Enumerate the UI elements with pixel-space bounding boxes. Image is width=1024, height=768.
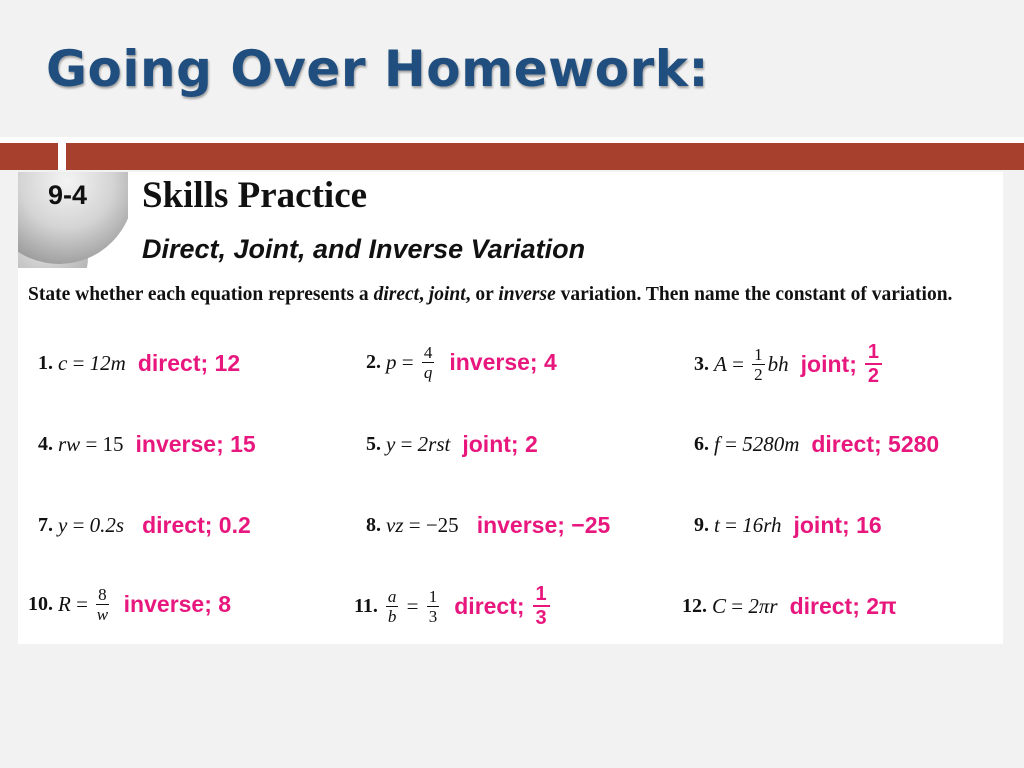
answer: [454, 584, 552, 628]
fraction: [96, 586, 109, 623]
equation: [712, 594, 778, 619]
eq-lhs: R: [58, 592, 71, 616]
equation: [383, 588, 442, 625]
equation: [386, 432, 450, 457]
equation: [58, 586, 112, 623]
problem-8: [366, 512, 610, 539]
slide-title: Going Over Homework:: [46, 40, 710, 98]
eq-lhs: vz: [386, 513, 404, 537]
answer-text: joint;: [800, 350, 857, 377]
eq-rhs: bh: [767, 351, 789, 376]
eq-op: =: [726, 351, 750, 376]
answer: joint; 16: [793, 512, 882, 538]
eq-rhs: 2rst: [417, 432, 451, 456]
eq-op: =: [401, 593, 424, 618]
answer: inverse; 15: [135, 431, 256, 457]
worksheet-title: Skills Practice: [142, 175, 368, 216]
problem-6: [694, 431, 939, 458]
problem-7: [38, 512, 251, 539]
problem-number: 9.: [694, 514, 709, 536]
eq-op: =: [719, 432, 743, 456]
eq-lhs: y: [58, 513, 68, 537]
problem-10: [28, 586, 231, 623]
answer: inverse; −25: [476, 512, 611, 538]
fraction-numerator: 4: [423, 343, 433, 362]
answer: inverse; 4: [449, 349, 557, 375]
problem-1: [38, 350, 240, 377]
fraction-denominator: w: [96, 605, 109, 624]
term-direct: direct: [373, 284, 420, 305]
instructions-text: variation. Then name the constant of variation.: [555, 284, 953, 305]
eq-rhs: 15: [102, 432, 124, 456]
problem-number: 2.: [366, 351, 381, 373]
eq-lhs: p: [386, 350, 397, 374]
instructions-sep: , or: [465, 284, 499, 305]
instructions-text: State whether each equation represents a: [28, 284, 374, 305]
problem-9: [694, 512, 882, 539]
eq-op: =: [726, 594, 749, 618]
term-inverse: inverse: [498, 284, 556, 305]
answer: [801, 342, 885, 386]
eq-op: =: [67, 351, 90, 375]
fraction-numerator: 1: [865, 342, 882, 365]
equation: [386, 513, 459, 538]
equation: [714, 513, 781, 538]
fraction-denominator: 3: [535, 607, 547, 629]
answer-text: direct;: [454, 592, 525, 619]
fraction-numerator: a: [387, 586, 397, 606]
equation: [58, 432, 124, 457]
eq-lhs: f: [714, 432, 720, 456]
problem-number: 12.: [682, 595, 707, 617]
eq-lhs: C: [712, 594, 727, 618]
eq-op: =: [70, 592, 94, 616]
eq-op: =: [395, 432, 418, 456]
worksheet-image: [18, 172, 1003, 644]
equation: [714, 432, 799, 457]
equation: [386, 344, 437, 381]
instructions-sep: ,: [419, 284, 429, 305]
lesson-number: 9-4: [48, 180, 88, 210]
equation: [714, 346, 789, 383]
problem-number: 3.: [694, 352, 709, 375]
problem-number: 10.: [28, 593, 53, 615]
eq-op: =: [719, 513, 743, 537]
problem-number: 11.: [354, 594, 378, 617]
equation: [58, 351, 126, 376]
answer: direct; 12: [137, 350, 241, 376]
problem-2: [366, 344, 557, 381]
accent-bar-left: [0, 143, 58, 170]
instructions: [28, 282, 988, 308]
problem-number: 1.: [38, 352, 53, 374]
fraction: [752, 346, 765, 383]
fraction-numerator: 1: [754, 344, 763, 364]
fraction-numerator: 1: [428, 586, 438, 606]
eq-rhs: 5280m: [742, 432, 800, 456]
fraction-denominator: q: [423, 363, 433, 382]
eq-rhs: 0.2s: [89, 513, 125, 537]
answer: direct; 2π: [789, 593, 897, 619]
worksheet-subtitle: Direct, Joint, and Inverse Variation: [142, 234, 586, 264]
problem-3: [694, 342, 885, 386]
fraction: [422, 344, 435, 381]
eq-rhs: −25: [425, 513, 459, 537]
answer: joint; 2: [462, 431, 538, 457]
eq-lhs: y: [386, 432, 396, 456]
accent-bar-gap: [58, 143, 66, 170]
problem-number: 5.: [366, 433, 381, 455]
eq-lhs: A: [714, 351, 727, 376]
problem-number: 8.: [366, 514, 381, 536]
eq-lhs: rw: [58, 432, 81, 456]
answer: inverse; 8: [123, 591, 232, 617]
lesson-badge: [18, 172, 128, 268]
fraction-numerator: 1: [533, 584, 550, 607]
eq-rhs: 16rh: [742, 513, 782, 537]
fraction-denominator: b: [387, 606, 397, 626]
eq-op: =: [396, 350, 419, 374]
problem-number: 4.: [38, 433, 53, 455]
eq-op: =: [403, 513, 426, 537]
eq-rhs: 2πr: [748, 594, 778, 618]
eq-lhs: c: [58, 351, 68, 375]
fraction: [427, 588, 440, 625]
term-joint: joint: [428, 284, 466, 305]
fraction-denominator: 2: [867, 365, 879, 387]
problem-5: [366, 431, 538, 458]
problem-number: 7.: [38, 514, 53, 536]
fraction-denominator: 2: [754, 364, 763, 384]
eq-rhs: 12m: [89, 351, 126, 375]
answer: direct; 0.2: [142, 512, 251, 538]
problem-11: [354, 584, 553, 628]
equation: [58, 513, 124, 538]
eq-op: =: [67, 513, 90, 537]
answer: direct; 5280: [811, 431, 940, 457]
problem-12: [682, 593, 897, 620]
problem-number: 6.: [694, 433, 709, 455]
fraction: [386, 588, 399, 625]
accent-bar-right: [66, 143, 1024, 170]
fraction-denominator: 3: [428, 606, 438, 626]
fraction-numerator: 8: [98, 585, 107, 604]
problem-4: [38, 431, 256, 458]
answer-fraction: [865, 342, 882, 386]
eq-op: =: [80, 432, 103, 456]
eq-lhs: t: [714, 513, 720, 537]
answer-fraction: [533, 584, 550, 628]
